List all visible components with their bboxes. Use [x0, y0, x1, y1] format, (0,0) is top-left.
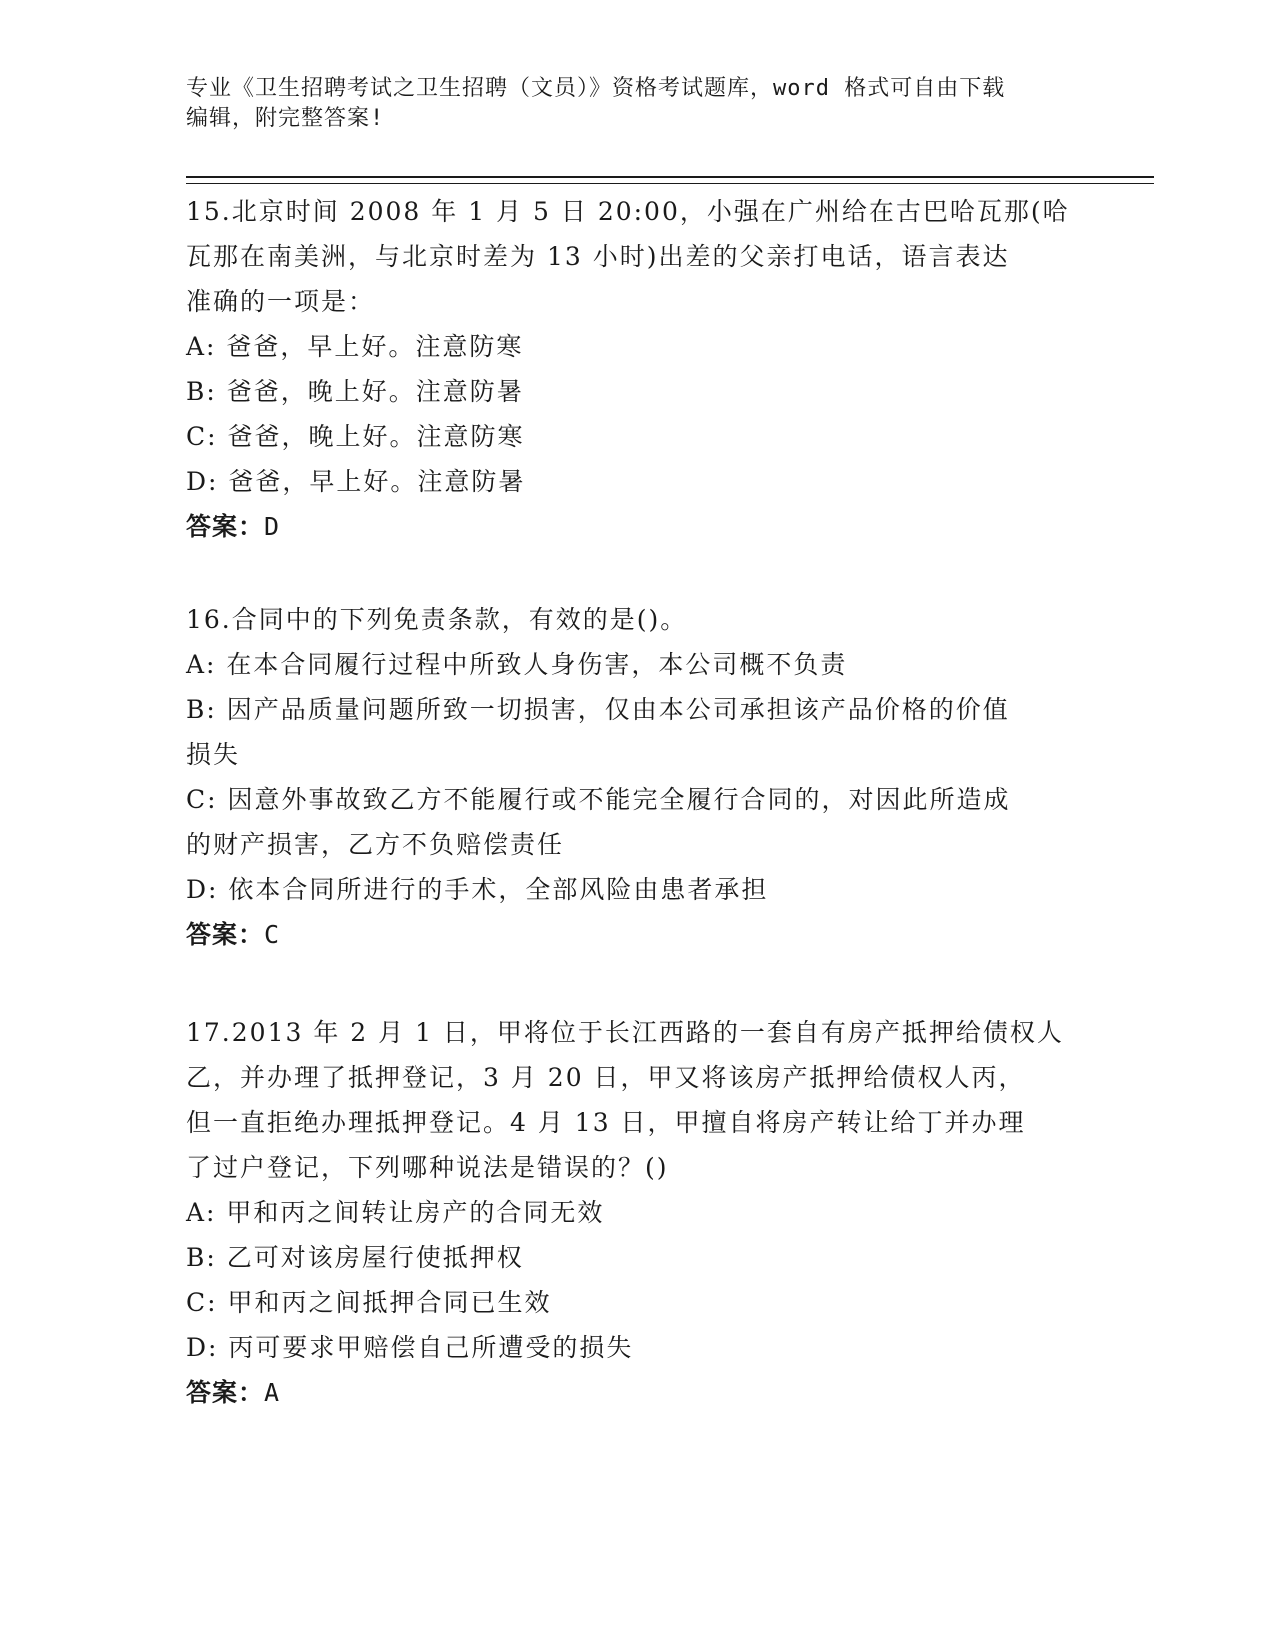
answer-label: 答案： [186, 920, 265, 949]
answer-line [186, 1370, 1086, 1415]
option-d: D: 依本合同所进行的手术，全部风险由患者承担 [186, 875, 769, 904]
answer-line [186, 912, 1086, 957]
option-b: B: 因产品质量问题所致一切损害，仅由本公司承担该产品价格的价值 [186, 695, 1010, 724]
question-15 [186, 189, 1086, 549]
answer-label: 答案： [186, 512, 265, 541]
question-16 [186, 597, 1086, 957]
header-divider-thin [186, 183, 1154, 184]
option-d: D: 丙可要求甲赔偿自己所遭受的损失 [186, 1333, 634, 1362]
question-stem-line: 准确的一项是： [186, 287, 376, 316]
question-stem-line: 但一直拒绝办理抵押登记。4 月 13 日，甲擅自将房产转让给丁并办理 [186, 1108, 1026, 1137]
question-stem-line: 瓦那在南美洲，与北京时差为 13 小时)出差的父亲打电话，语言表达 [186, 242, 1010, 271]
question-stem-line: 17.2013 年 2 月 1 日，甲将位于长江西路的一套自有房产抵押给债权人 [186, 1018, 1064, 1047]
document-header [186, 74, 1086, 134]
option-c-continued: 的财产损害，乙方不负赔偿责任 [186, 830, 565, 859]
answer-value: A [264, 1378, 281, 1407]
question-stem-line: 16.合同中的下列免责条款，有效的是()。 [186, 605, 688, 634]
answer-value: D [264, 512, 281, 541]
question-stem-line: 15.北京时间 2008 年 1 月 5 日 20:00，小强在广州给在古巴哈瓦那(哈 [186, 197, 1070, 226]
question-17 [186, 1010, 1086, 1415]
option-b: B: 爸爸，晚上好。注意防暑 [186, 377, 524, 406]
question-stem-line: 了过户登记，下列哪种说法是错误的？() [186, 1153, 669, 1182]
answer-line [186, 504, 1086, 549]
option-d: D: 爸爸，早上好。注意防暑 [186, 467, 526, 496]
option-b-continued: 损失 [186, 740, 241, 769]
option-a: A: 甲和丙之间转让房产的合同无效 [186, 1198, 605, 1227]
option-c: C: 爸爸，晚上好。注意防寒 [186, 422, 525, 451]
header-line-1: 专业《卫生招聘考试之卫生招聘（文员）》资格考试题库，word 格式可自由下载 [186, 76, 1006, 101]
header-divider-thick [186, 176, 1154, 178]
answer-value: C [264, 920, 281, 949]
option-c: C: 甲和丙之间抵押合同已生效 [186, 1288, 552, 1317]
option-b: B: 乙可对该房屋行使抵押权 [186, 1243, 524, 1272]
answer-label: 答案： [186, 1378, 265, 1407]
option-a: A: 在本合同履行过程中所致人身伤害，本公司概不负责 [186, 650, 848, 679]
option-c: C: 因意外事故致乙方不能履行或不能完全履行合同的，对因此所造成 [186, 785, 1011, 814]
header-line-2: 编辑，附完整答案! [186, 106, 385, 131]
option-a: A: 爸爸，早上好。注意防寒 [186, 332, 524, 361]
question-stem-line: 乙，并办理了抵押登记，3 月 20 日，甲又将该房产抵押给债权人丙， [186, 1063, 1026, 1092]
